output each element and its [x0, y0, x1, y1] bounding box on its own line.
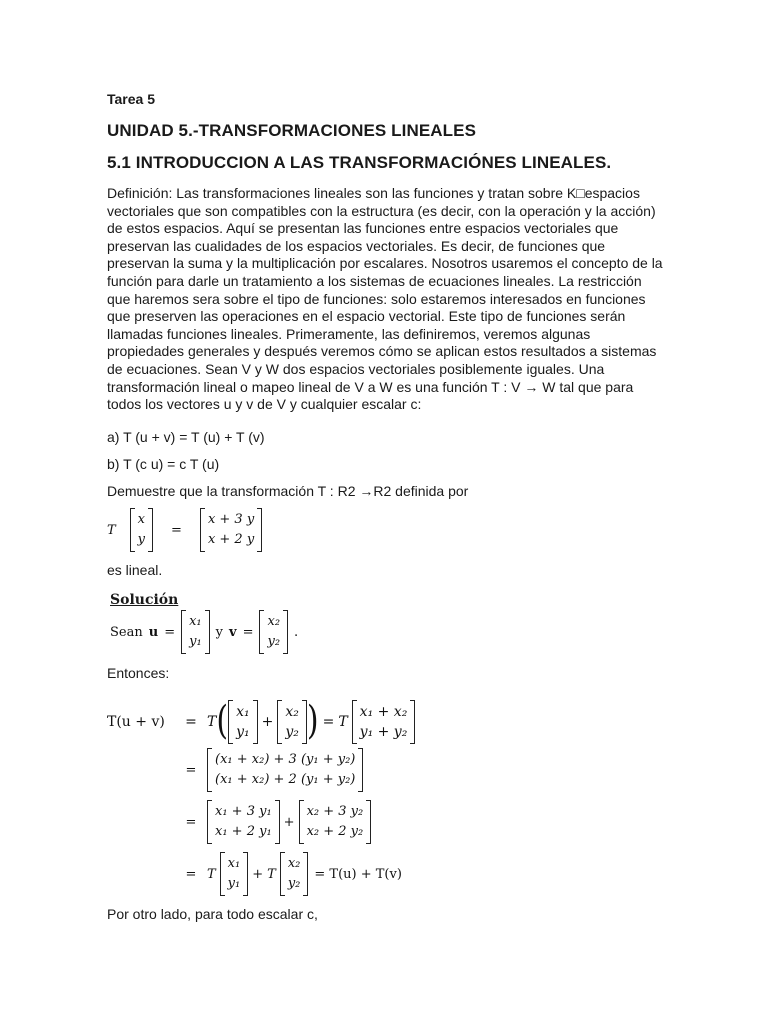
property-a: a) T (u + v) = T (u) + T (v)	[107, 429, 265, 445]
math-T: T	[107, 522, 116, 538]
matrix-v: x₂ y₂	[259, 610, 288, 654]
definition-paragraph: Definición: Las transformaciones lineales son las funciones y tratan sobre K□espacios vectoriales que son compatibles con la estructura (es decir, con la operación y la acción) de estos espacios. Aquí se presentan las funciones entre espacios vectoriales que preservan las cualidades de los espacios vectoriales. Es decir, de funciones que preservan la suma y la multiplicación por escalares. Nosotros usaremos el concepto de la función para darle un tratamiento a los sistemas de ecuaciones lineales. La restricción que haremos sera sobre el tipo de funciones: solo estaremos interesados en funciones que preserven las operaciones en el espacio vectorial. Este tipo de funciones serán llamadas funciones lineales. Primeramente, las definiremos, veremos algunas propiedades generales y después veremos cómo se aplican estos resultados a sistemas de ecuaciones. Sean V y W dos espacios vectoriales posiblemente iguales. Una transformación lineal o mapeo lineal de V a W es una función T : V → W tal que para todos los vectores u y v de V y cualquier escalar c:	[107, 185, 663, 413]
is-linear-text: es lineal.	[107, 562, 163, 578]
other-side-text: Por otro lado, para todo escalar c,	[107, 906, 318, 922]
property-b: b) T (c u) = c T (u)	[107, 456, 220, 472]
derivation-row-1: T(u + v) = T ( x₁ y₁ + x₂ y₂ ) = T x₁ + x₂ y₁ + y₂	[107, 700, 415, 744]
lhs-Tuv: T(u + v)	[107, 714, 165, 730]
task-title: Tarea 5	[107, 91, 155, 107]
derivation-row-3: = x₁ + 3 y₁ x₁ + 2 y₁ + x₂ + 3 y₂ x₂ + 2 y₂	[181, 800, 371, 844]
derivation-row-2: = (x₁ + x₂) + 3 (y₁ + y₂) (x₁ + x₂) + 2 (y₁ + y₂)	[181, 748, 363, 792]
matrix-result: x + 3 y x + 2 y	[200, 508, 262, 552]
exercise-statement: Demuestre que la transformación T : R2 →R2 definida por	[107, 483, 469, 499]
transformation-definition: T x y = x + 3 y x + 2 y	[107, 508, 262, 552]
matrix-xy: x y	[130, 508, 153, 552]
matrix-u: x₁ y₁	[181, 610, 210, 654]
section-title: 5.1 INTRODUCCION A LAS TRANSFORMACIÓNES LINEALES.	[107, 153, 612, 172]
derivation-row-4: = T x₁ y₁ + T x₂ y₂ = T(u) + T(v)	[181, 852, 402, 896]
unit-title: UNIDAD 5.-TRANSFORMACIONES LINEALES	[107, 121, 477, 140]
solution-vectors: Sean u = x₁ y₁ y v = x₂ y₂ .	[110, 610, 298, 654]
then-label: Entonces:	[107, 665, 170, 681]
solution-title: Solución	[110, 592, 179, 608]
